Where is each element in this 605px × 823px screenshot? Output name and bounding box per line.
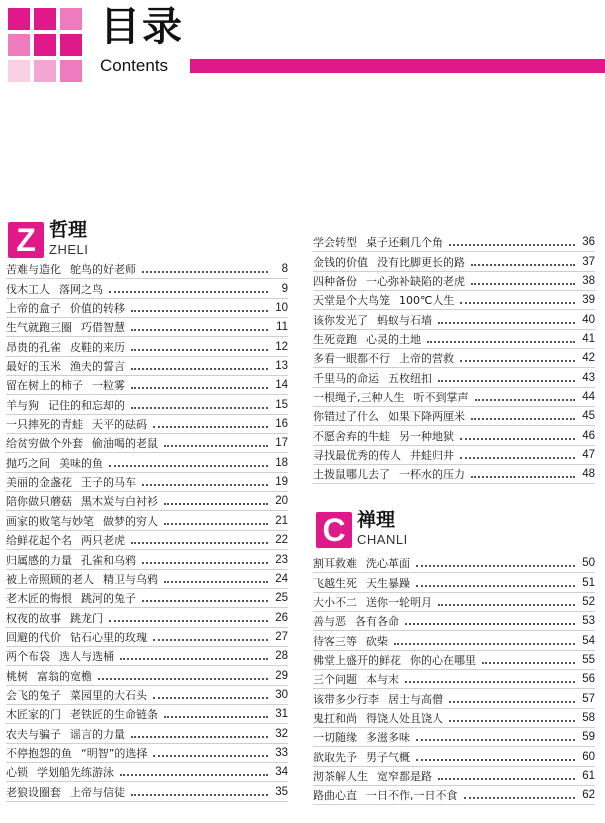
entry-title-1: 学会转型 (313, 236, 357, 250)
page-number: 29 (275, 669, 288, 682)
toc-entry[interactable] (313, 291, 595, 310)
page-number: 42 (582, 352, 595, 365)
entry-title-2: 送你一轮明月 (366, 596, 432, 610)
page-number: 47 (582, 449, 595, 462)
entry-title-2: 渔夫的誓言 (70, 360, 125, 374)
dot-leader (142, 562, 268, 564)
page-number: 20 (275, 495, 288, 508)
toc-entry[interactable] (313, 747, 595, 766)
entry-title-1: 不停抱怨的鱼 (6, 746, 72, 760)
toc-entry[interactable] (6, 744, 288, 763)
entry-title-1: 路曲心直 (313, 789, 357, 803)
toc-entry[interactable] (6, 763, 288, 782)
entry-title-1: 木匠家的门 (6, 708, 61, 722)
page-number: 21 (275, 514, 288, 527)
entry-title-2: 黑木炭与白衬衫 (81, 495, 158, 509)
section-title: 哲理 (49, 219, 88, 241)
page-number: 32 (275, 727, 288, 740)
entry-title-1: 金钱的价值 (313, 255, 368, 269)
page-number: 36 (582, 236, 595, 249)
toc-entry[interactable] (6, 492, 288, 511)
dot-leader (120, 658, 268, 660)
dot-leader (131, 349, 268, 351)
entry-title-1: 会飞的兔子 (6, 688, 61, 702)
logo-square (8, 34, 30, 56)
logo-square (60, 60, 82, 82)
toc-entry[interactable] (6, 531, 288, 550)
dot-leader (153, 697, 268, 699)
page-title: 目录 (100, 4, 184, 50)
dot-leader (131, 329, 268, 331)
entry-title-2: 男子气概 (366, 750, 410, 764)
entry-title-1: 你错过了什么 (313, 410, 379, 424)
entry-title-2: 天平的砝码 (92, 418, 147, 432)
entry-title-1: 一切随缘 (313, 731, 357, 745)
dot-leader (471, 418, 575, 420)
toc-entry[interactable] (313, 767, 595, 786)
entry-title-2: 价值的转移 (70, 302, 125, 316)
toc-entry[interactable] (6, 570, 288, 589)
dot-leader (482, 662, 575, 664)
entry-title-1: 桃树 (6, 669, 28, 683)
toc-entry[interactable] (6, 318, 288, 337)
toc-entry[interactable] (6, 473, 288, 492)
dot-leader (164, 716, 268, 718)
dot-leader (416, 739, 575, 741)
entry-title-2: 跳河的兔子 (81, 592, 136, 606)
page-number: 27 (275, 630, 288, 643)
entry-title-2: 洗心革面 (366, 557, 410, 571)
page-number: 61 (582, 770, 595, 783)
entry-title-2: 富翁的宽檐 (37, 669, 92, 683)
page-number: 52 (582, 596, 595, 609)
entry-title-1: 千里马的命运 (313, 371, 379, 385)
dot-leader (405, 681, 575, 683)
dot-leader (471, 283, 575, 285)
dot-leader (120, 774, 268, 776)
entry-title-1: 鬼扛和尚 (313, 712, 357, 726)
toc-list-zheli-continued (313, 233, 595, 484)
dot-leader (164, 523, 268, 525)
entry-title-1: 飞越生死 (313, 576, 357, 590)
logo-square (60, 8, 82, 30)
entry-title-2: 巧借智慧 (81, 321, 125, 335)
entry-title-1: 寻找最优秀的传人 (313, 449, 401, 463)
entry-title-1: 生死竞跑 (313, 333, 357, 347)
page-number: 14 (275, 379, 288, 392)
logo-square (60, 34, 82, 56)
entry-title-2: 一日不作,一日不食 (366, 789, 458, 803)
entry-title-1: 最好的玉米 (6, 360, 61, 374)
page-number: 56 (582, 673, 595, 686)
dot-leader (438, 322, 575, 324)
entry-title-1: 一只摔死的青蛙 (6, 418, 83, 432)
page-number: 28 (275, 650, 288, 663)
dot-leader (471, 264, 575, 266)
toc-entry[interactable] (6, 434, 288, 453)
entry-title-1: 该你发光了 (313, 313, 368, 327)
entry-title-1: 留在树上的柿子 (6, 379, 83, 393)
entry-title-2: 美味的鱼 (59, 456, 103, 470)
page-number: 35 (275, 785, 288, 798)
page-number: 25 (275, 592, 288, 605)
entry-title-1: 不愿舍弃的牛蛙 (313, 429, 390, 443)
entry-title-1: 天堂是个大鸟笼 (313, 294, 390, 308)
dot-leader (438, 380, 575, 382)
toc-entry[interactable] (6, 395, 288, 414)
entry-title-2: 学划船先练游泳 (37, 766, 114, 780)
dot-leader (464, 797, 576, 799)
entry-title-1: 心锁 (6, 766, 28, 780)
dot-leader (142, 271, 268, 273)
page-number: 26 (275, 611, 288, 624)
entry-title-2: 另一种地狱 (399, 429, 454, 443)
entry-title-2: 多滋多味 (366, 731, 410, 745)
page-number: 57 (582, 692, 595, 705)
toc-entry[interactable] (313, 573, 595, 592)
entry-title-2: 听不到掌声 (413, 391, 469, 405)
page-number: 51 (582, 576, 595, 589)
dot-leader (460, 438, 575, 440)
dot-leader (109, 620, 268, 622)
page-number: 50 (582, 557, 595, 570)
entry-title-2: 桌子还剩几个角 (366, 236, 443, 250)
toc-entry[interactable] (313, 368, 595, 387)
logo-square (34, 34, 56, 56)
entry-title-1: 大小不二 (313, 596, 357, 610)
entry-title-2: 你的心在哪里 (410, 654, 476, 668)
entry-title-2: 王子的马车 (81, 476, 136, 490)
dot-leader (131, 368, 268, 370)
toc-entry[interactable] (313, 233, 595, 252)
entry-title-1: 多看一眼都不行 (313, 352, 390, 366)
section-letter-badge: C (316, 512, 352, 548)
entry-title-2: 本与末 (366, 673, 399, 687)
entry-title-2: 没有比脚更长的路 (377, 255, 465, 269)
dot-leader (449, 701, 575, 703)
entry-title-2: 记住的和忘却的 (48, 398, 125, 412)
entry-title-1: 土拨鼠哪儿去了 (313, 468, 390, 482)
page-number: 58 (582, 712, 595, 725)
dot-leader (449, 720, 575, 722)
entry-title-1: 老狼设圈套 (6, 785, 61, 799)
dot-leader (98, 678, 268, 680)
entry-title-1: 昂贵的孔雀 (6, 340, 61, 354)
toc-entry[interactable] (6, 782, 288, 801)
toc-entry[interactable] (313, 612, 595, 631)
page-number: 37 (582, 255, 595, 268)
dot-leader (131, 310, 268, 312)
entry-title-1: 给贫穷做个外套 (6, 437, 83, 451)
entry-title-2: “明智”的选择 (81, 746, 148, 760)
entry-title-1: 老木匠的悔恨 (6, 592, 72, 606)
dot-leader (131, 736, 268, 738)
toc-entry[interactable] (6, 279, 288, 298)
page-number: 10 (275, 302, 288, 315)
dot-leader (460, 457, 575, 459)
entry-title-2: 居士与高僧 (388, 692, 443, 706)
entry-title-1: 上帝的盒子 (6, 302, 61, 316)
toc-entry[interactable] (313, 349, 595, 368)
entry-title-2: 跳龙门 (70, 611, 103, 625)
page-number: 11 (276, 321, 288, 334)
dot-leader (109, 465, 268, 467)
toc-entry[interactable] (313, 709, 595, 728)
page-number: 19 (275, 476, 288, 489)
logo-square (34, 8, 56, 30)
toc-entry[interactable] (313, 446, 595, 465)
page-number: 55 (582, 654, 595, 667)
page-number: 46 (582, 429, 595, 442)
toc-entry[interactable] (313, 426, 595, 445)
dot-leader (416, 565, 575, 567)
entry-title-1: 割耳救难 (313, 557, 357, 571)
toc-entry[interactable] (6, 415, 288, 434)
entry-title-2: 选人与选桶 (59, 650, 114, 664)
entry-title-2: 得饶人处且饶人 (366, 712, 443, 726)
dot-leader (164, 445, 268, 447)
entry-title-2: 皮鞋的来历 (70, 340, 125, 354)
entry-title-1: 善与恶 (313, 615, 346, 629)
page-number: 59 (582, 731, 595, 744)
entry-title-2: 天生暴躁 (366, 576, 410, 590)
dot-leader (153, 639, 268, 641)
toc-entry[interactable] (313, 554, 595, 573)
entry-title-2: 蚂蚁与石墙 (377, 313, 432, 327)
entry-title-2: 如果下降两厘米 (388, 410, 465, 424)
page-number: 17 (275, 437, 288, 450)
entry-title-1: 归属感的力量 (6, 553, 72, 567)
toc-entry[interactable] (313, 593, 595, 612)
toc-entry[interactable] (313, 330, 595, 349)
section-subtitle: CHANLI (357, 532, 408, 547)
page-number: 18 (275, 456, 288, 469)
entry-title-1: 权夜的故事 (6, 611, 61, 625)
entry-title-1: 一根绳子,三种人生 (313, 391, 405, 405)
page-number: 62 (582, 789, 595, 802)
page-number: 38 (582, 275, 595, 288)
entry-title-2: 砍柴 (366, 634, 388, 648)
entry-title-1: 给鲜花起个名 (6, 534, 72, 548)
toc-list-zheli (6, 260, 288, 802)
entry-title-1: 伐木工人 (6, 282, 50, 296)
dot-leader (449, 244, 575, 246)
page-number: 30 (275, 688, 288, 701)
entry-title-1: 四种备份 (313, 275, 357, 289)
entry-title-1: 羊与狗 (6, 398, 39, 412)
toc-entry[interactable] (313, 631, 595, 650)
entry-title-2: 精卫与乌鸦 (103, 572, 158, 586)
page-number: 12 (275, 340, 288, 353)
entry-title-2: 井蛙归井 (410, 449, 454, 463)
dot-leader (438, 604, 575, 606)
entry-title-2: 一杯水的压力 (399, 468, 465, 482)
page-number: 60 (582, 750, 595, 763)
toc-entry[interactable] (6, 666, 288, 685)
toc-entry[interactable] (313, 786, 595, 805)
toc-entry[interactable] (6, 511, 288, 530)
dot-leader (142, 484, 268, 486)
entry-title-2: 谣言的力量 (70, 727, 125, 741)
entry-title-2: 100℃人生 (399, 294, 455, 308)
entry-title-2: 两只老虎 (81, 534, 125, 548)
entry-title-1: 美丽的金盏花 (6, 476, 72, 490)
dot-leader (471, 476, 575, 478)
entry-title-2: 偷油喝的老鼠 (92, 437, 158, 451)
toc-entry[interactable] (313, 689, 595, 708)
page-number: 33 (275, 746, 288, 759)
toc-entry[interactable] (313, 310, 595, 329)
entry-title-2: 做梦的穷人 (103, 514, 158, 528)
logo-square (8, 8, 30, 30)
entry-title-1: 苦难与造化 (6, 263, 61, 277)
dot-leader (109, 291, 268, 293)
toc-entry[interactable] (6, 299, 288, 318)
dot-leader (142, 600, 268, 602)
entry-title-2: 各有各命 (355, 615, 399, 629)
toc-entry[interactable] (6, 724, 288, 743)
entry-title-1: 生气就跑三圈 (6, 321, 72, 335)
entry-title-1: 佛堂上盛开的鲜花 (313, 654, 401, 668)
toc-entry[interactable] (6, 705, 288, 724)
toc-entry[interactable] (6, 589, 288, 608)
toc-entry[interactable] (6, 260, 288, 279)
toc-entry[interactable] (313, 670, 595, 689)
entry-title-2: 心灵的土地 (366, 333, 421, 347)
dot-leader (131, 542, 268, 544)
entry-title-1: 被上帝照顾的老人 (6, 572, 94, 586)
entry-title-1: 两个布袋 (6, 650, 50, 664)
dot-leader (164, 581, 268, 583)
section-letter-badge: Z (8, 222, 44, 258)
toc-entry[interactable] (6, 647, 288, 666)
toc-entry[interactable] (6, 376, 288, 395)
entry-title-2: 老铁匠的生命链条 (70, 708, 158, 722)
toc-entry[interactable] (313, 651, 595, 670)
dot-leader (131, 794, 268, 796)
entry-title-1: 三个问题 (313, 673, 357, 687)
dot-leader (475, 399, 576, 401)
page-number: 34 (275, 766, 288, 779)
entry-title-1: 待客三等 (313, 634, 357, 648)
entry-title-1: 陪你做只蘑菇 (6, 495, 72, 509)
toc-entry[interactable] (313, 728, 595, 747)
dot-leader (416, 585, 575, 587)
page-number: 24 (275, 572, 288, 585)
entry-title-1: 画家的败笔与妙笔 (6, 514, 94, 528)
entry-title-1: 抛巧之间 (6, 456, 50, 470)
page-number: 48 (582, 468, 595, 481)
page-number: 31 (275, 708, 288, 721)
dot-leader (394, 643, 575, 645)
dot-leader (405, 623, 575, 625)
logo-square (8, 60, 30, 82)
entry-title-2: 上帝的营救 (399, 352, 454, 366)
page-number: 43 (582, 371, 595, 384)
dot-leader (416, 759, 575, 761)
entry-title-1: 沏茶解人生 (313, 770, 368, 784)
entry-title-2: 菜园里的大石头 (70, 688, 147, 702)
toc-entry[interactable] (6, 337, 288, 356)
entry-title-1: 农夫与骗子 (6, 727, 61, 741)
toc-entry[interactable] (6, 628, 288, 647)
dot-leader (427, 341, 575, 343)
dot-leader (164, 503, 268, 505)
toc-list-chanli (313, 554, 595, 805)
logo-square (34, 60, 56, 82)
page-number: 8 (281, 263, 288, 276)
page-number: 41 (582, 333, 595, 346)
dot-leader (438, 778, 575, 780)
entry-title-2: 钻石心里的玫瑰 (70, 630, 147, 644)
page-number: 39 (582, 294, 595, 307)
toc-entry[interactable] (6, 453, 288, 472)
page-number: 23 (275, 553, 288, 566)
entry-title-2: 鸵鸟的好老师 (70, 263, 136, 277)
page-number: 40 (582, 313, 595, 326)
section-header-chanli (316, 509, 456, 548)
dot-leader (131, 407, 268, 409)
title-bar (190, 59, 605, 73)
entry-title-1: 欲取先予 (313, 750, 357, 764)
toc-entry[interactable] (313, 465, 595, 484)
dot-leader (460, 302, 575, 304)
toc-entry[interactable] (6, 608, 288, 627)
entry-title-2: 落网之鸟 (59, 282, 103, 296)
entry-title-2: 孔雀和乌鸦 (81, 553, 136, 567)
toc-entry[interactable] (6, 686, 288, 705)
page-number: 45 (582, 410, 595, 423)
page-number: 53 (582, 615, 595, 628)
section-subtitle: ZHELI (49, 242, 89, 257)
page-number: 22 (275, 534, 288, 547)
page-number: 15 (275, 398, 288, 411)
entry-title-2: 五枚纽扣 (388, 371, 432, 385)
dot-leader (153, 755, 268, 757)
toc-entry[interactable] (6, 550, 288, 569)
toc-entry[interactable] (313, 252, 595, 271)
page-number: 54 (582, 634, 595, 647)
entry-title-2: 一心弥补缺陷的老虎 (366, 275, 465, 289)
page-number: 44 (582, 391, 595, 404)
section-header-zheli (8, 219, 148, 258)
dot-leader (153, 426, 268, 428)
toc-entry[interactable] (6, 357, 288, 376)
dot-leader (460, 360, 575, 362)
entry-title-1: 该带多少行李 (313, 692, 379, 706)
entry-title-2: 宽窄都是路 (377, 770, 432, 784)
toc-entry[interactable] (313, 407, 595, 426)
page-subtitle: Contents (100, 56, 169, 75)
page-number: 13 (275, 360, 288, 373)
page-number: 16 (275, 418, 288, 431)
entry-title-2: 上帝与信徒 (70, 785, 125, 799)
toc-entry[interactable] (313, 272, 595, 291)
dot-leader (131, 387, 268, 389)
entry-title-1: 回避的代价 (6, 630, 61, 644)
entry-title-2: 一粒雾 (92, 379, 125, 393)
section-title: 禅理 (357, 509, 396, 531)
toc-entry[interactable] (313, 388, 595, 407)
page-number: 9 (281, 282, 288, 295)
